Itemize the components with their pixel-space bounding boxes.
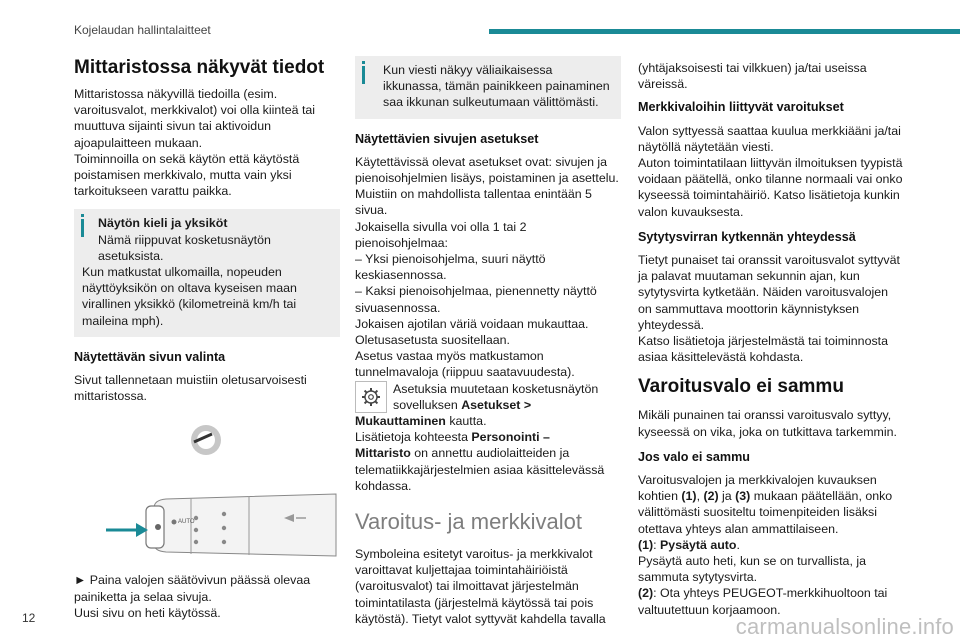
intro-paragraph-2: Toiminnoilla on sekä käytön että käytöstä poistamisen merkkivalo, mutta vain yksi tarkoitukseen varattu paikka.: [74, 151, 300, 199]
info-box-text-1: Nämä riippuvat kosketusnäytön asetuksista.: [98, 232, 271, 263]
settings-text-6: Asetus vastaa myös matkustamon tunnelmavaloja (riippuu saatavuudesta).: [355, 349, 575, 380]
section-title-ignition: Sytytysvirran kytkennän yhteydessä: [638, 229, 856, 244]
column-left: [74, 56, 340, 621]
section-title-page-settings: Näytettävien sivujen asetukset: [355, 131, 539, 146]
section-title-warning-lights: Varoitus- ja merkkivalot: [355, 509, 582, 535]
ignition-text-2: Katso lisätietoja järjestelmästä tai toiminnosta asiaa käsittelevästä kohdasta.: [638, 334, 888, 365]
section-title-if-light-stays-on: Jos valo ei sammu: [638, 449, 750, 464]
steering-wheel-icon: [191, 425, 221, 455]
ignition-text-1: Tietyt punaiset tai oranssit varoitusvalot syttyvät ja palavat muutaman sekunnin ajan, kun sytytysvirta kytketään. Näiden varoitusvalojen on sammuttava moottorin käynnistyksen yhteydessä.: [638, 253, 900, 332]
light-stalk-svg: [74, 406, 340, 566]
gear-icon: [355, 381, 387, 413]
column-right: [638, 60, 904, 618]
running-head: Kojelaudan hallintalaitteet: [74, 23, 211, 37]
section-title-light-stays-on: Varoitusvalo ei sammu: [638, 376, 844, 398]
more-info-text: Lisätietoja kohteesta Personointi – Mittaristo on annettu audiolaitteiden ja telematiikkajärjestelmien asiaa käsittelevässä kohdassa.: [355, 430, 605, 493]
intro-paragraph-1: Mittaristossa näkyvillä tiedoilla (esim. varoitusvalot, merkkivalot) voi olla kiinteä tai muuttuva sijainti sivun tai aktivoidun ajoapulaitteen mukaan.: [74, 87, 316, 150]
settings-text-5: Oletusasetusta suositellaan.: [355, 333, 510, 348]
settings-text-1: Käytettävissä olevat asetukset ovat: sivujen ja pienoisohjelmien lisäys, poistaminen ja asettelu.: [355, 154, 619, 186]
page-number: 12: [22, 611, 36, 625]
info-box-text: Kun viesti näkyy väliaikaisessa ikkunassa, tämän painikkeen painaminen saa ikkunan sulkeutumaan välittömästi.: [383, 63, 610, 110]
section-title-page-selection: Näytettävän sivun valinta: [74, 349, 226, 364]
header-accent-bar: [489, 29, 960, 34]
warning-lights-text: Symboleina esitetyt varoitus- ja merkkivalot varoittavat kuljettajaa toimintahäiriöistä (varoitusvalot) tai ilmoittavat järjestelmän toimintatilasta (järjestelmä käytössä tai pois käytöstä). Tietyt valot syttyvät kahdella tavalla: [355, 547, 606, 626]
gear-bold-1: Asetukset >: [461, 397, 532, 412]
section-text-page-selection: Sivut tallennetaan muistiin oletusarvoisesti mittaristossa.: [74, 373, 307, 404]
continued-text: (yhtäjaksoisesti tai vilkkuen) ja/tai useissa väreissä.: [638, 61, 867, 92]
info-box-text-2: Kun matkustat ulkomailla, nopeuden näyttöyksikön on oltava kyseisen maan virallinen yksikkö (kilometreinä km/h tai maileina mph).: [82, 265, 297, 328]
info-box-language-units: [74, 209, 340, 336]
gear-bold-2: Mukauttaminen: [355, 414, 446, 429]
section-title-alerts: Merkkivaloihin liittyvät varoitukset: [638, 100, 844, 115]
step-instruction: ► Paina valojen säätövivun päässä olevaa painiketta ja selaa sivuja.: [74, 573, 311, 604]
settings-text-4: Jokaisen ajotilan väriä voidaan mukauttaa.: [355, 316, 589, 331]
settings-text-2: Muistiin on mahdollista tallentaa enintään 5 sivua.: [355, 187, 592, 218]
settings-path-note: [355, 381, 621, 430]
info-box-title: Näytön kieli ja yksiköt: [98, 216, 228, 231]
settings-text-3: Jokaisella sivulla voi olla 1 tai 2 pienoisohjelmaa:: [355, 219, 527, 250]
item-1-heading: (1): Pysäytä auto.: [638, 537, 740, 552]
item-1-text: Pysäytä auto heti, kun se on turvallista, ja sammuta sytytysvirta.: [638, 554, 866, 585]
info-icon: [81, 219, 84, 237]
info-box-temporary-window: [355, 56, 621, 119]
light-stays-on-text: Mikäli punainen tai oranssi varoitusvalo syttyy, kyseessä on vika, joka on tutkittava tarkemmin.: [638, 408, 897, 439]
alerts-text-2: Auton toimintatilaan liittyvän ilmoituksen tyypistä voidaan päätellä, onko tilanne normaali vai onko kyseessä toimintahäiriö. Katso lisätietoja kunkin valon kuvauksesta.: [638, 156, 903, 219]
settings-list-item-2: – Kaksi pienoisohjelmaa, pienennetty näyttö sivuasennossa.: [355, 284, 597, 315]
if-light-stays-on-text: Varoitusvalojen ja merkkivalojen kuvauksen kohtien (1), (2) ja (3) mukaan päätellään, onko välittömästi suositeltu toimenpiteiden lisäksi otettava yhteys alan ammattilaiseen.: [638, 473, 893, 536]
page-title: Mittaristossa näkyvät tiedot: [74, 57, 325, 78]
step-note: Uusi sivu on heti käytössä.: [74, 605, 221, 620]
arrow-right-icon: [106, 523, 148, 537]
watermark: carmanualsonline.info: [735, 614, 954, 639]
light-stalk-illustration: [74, 406, 340, 566]
stalk-auto-label: AUTO: [178, 519, 195, 526]
gear-text-1: Asetuksia muutetaan kosketusnäytön sovelluksen: [393, 381, 599, 412]
info-icon: [362, 66, 365, 84]
alerts-text-1: Valon syttyessä saattaa kuulua merkkiääni ja/tai näytöllä näytetään viesti.: [638, 123, 901, 154]
gear-text-2: kautta.: [445, 414, 487, 429]
settings-list-item-1: – Yksi pienoisohjelma, suuri näyttö keskiasennossa.: [355, 252, 546, 283]
column-middle: [355, 56, 621, 627]
stalk-body: [146, 494, 336, 556]
item-2-text: (2): Ota yhteys PEUGEOT-merkkihuoltoon tai valtuutettuun korjaamoon.: [638, 586, 888, 617]
